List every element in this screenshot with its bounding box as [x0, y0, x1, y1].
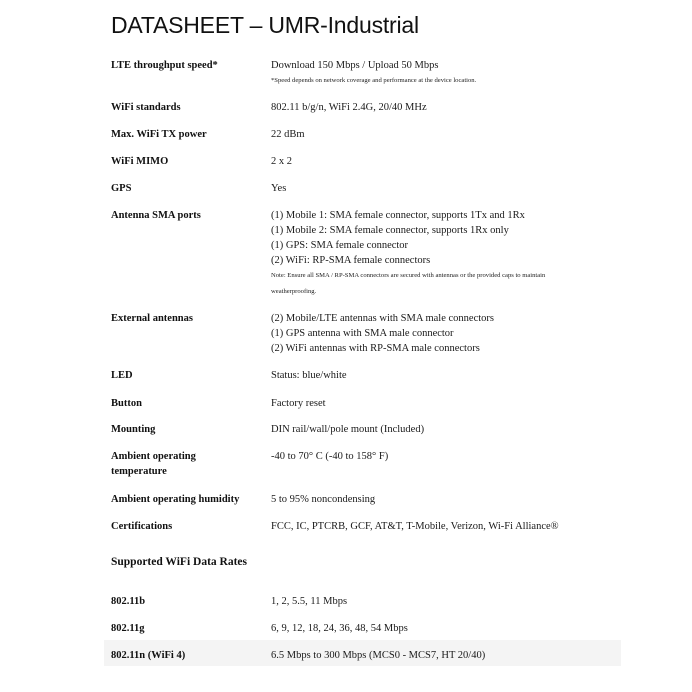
rate-value: 6.5 Mbps to 300 Mbps (MCS0 - MCS7, HT 20/40) — [271, 650, 486, 661]
spec-value: -40 to 70° C (-40 to 158° F) — [271, 451, 389, 462]
spec-label: LED — [111, 370, 133, 381]
spec-label: GPS — [111, 183, 132, 194]
spec-label: Certifications — [111, 521, 173, 532]
rate-label: 802.11b — [111, 596, 146, 607]
section-heading: Supported WiFi Data Rates — [111, 556, 247, 568]
spec-label: Max. WiFi TX power — [111, 129, 207, 140]
spec-value-line: (1) Mobile 2: SMA female connector, supports 1Rx only — [271, 225, 509, 236]
spec-value-line: (2) Mobile/LTE antennas with SMA male connectors — [271, 313, 494, 324]
spec-label: WiFi standards — [111, 102, 181, 113]
rate-label: 802.11g — [111, 623, 145, 634]
spec-value-line: (2) WiFi: RP-SMA female connectors — [271, 255, 431, 266]
spec-value: 802.11 b/g/n, WiFi 2.4G, 20/40 MHz — [271, 102, 427, 113]
spec-label-line: temperature — [111, 466, 167, 477]
rate-value: 6, 9, 12, 18, 24, 36, 48, 54 Mbps — [271, 623, 408, 634]
spec-value: Status: blue/white — [271, 370, 347, 381]
rate-label: 802.11n (WiFi 4) — [111, 650, 186, 661]
spec-value-line: (1) GPS: SMA female connector — [271, 240, 409, 251]
note-line: weatherproofing. — [271, 288, 317, 295]
spec-value: 22 dBm — [271, 129, 305, 140]
spec-value: Factory reset — [271, 398, 326, 409]
spec-label: Mounting — [111, 424, 156, 435]
spec-label: Button — [111, 398, 142, 409]
spec-label: External antennas — [111, 313, 193, 324]
spec-value: Yes — [271, 183, 287, 194]
rate-value: 1, 2, 5.5, 11 Mbps — [271, 596, 348, 607]
spec-value: 5 to 95% noncondensing — [271, 494, 376, 505]
spec-value-text: Download 150 Mbps / Upload 50 Mbps — [271, 60, 439, 71]
spec-value — [271, 311, 621, 356]
page-title: DATASHEET – UMR-Industrial — [111, 12, 419, 38]
spec-value: FCC, IC, PTCRB, GCF, AT&T, T-Mobile, Verizon, Wi-Fi Alliance® — [271, 521, 559, 532]
spec-value — [271, 58, 621, 89]
spec-label: WiFi MIMO — [111, 156, 169, 167]
spec-value: DIN rail/wall/pole mount (Included) — [271, 424, 425, 435]
note-line: Note: Ensure all SMA / RP-SMA connectors are secured with antennas or the provided caps to maintain — [271, 272, 546, 279]
spec-value-line: (2) WiFi antennas with RP-SMA male connectors — [271, 343, 480, 354]
spec-label: Antenna SMA ports — [111, 210, 201, 221]
spec-value — [271, 208, 621, 300]
spec-value: 2 x 2 — [271, 156, 292, 167]
spec-value-line: (1) GPS antenna with SMA male connector — [271, 328, 454, 339]
spec-value-line: (1) Mobile 1: SMA female connector, supports 1Tx and 1Rx — [271, 210, 525, 221]
spec-label: LTE throughput speed* — [111, 60, 218, 71]
spec-label-line: Ambient operating — [111, 451, 196, 462]
footnote: *Speed depends on network coverage and performance at the device location. — [271, 77, 477, 84]
spec-label: Ambient operating humidity — [111, 494, 240, 505]
spec-label — [111, 449, 261, 479]
